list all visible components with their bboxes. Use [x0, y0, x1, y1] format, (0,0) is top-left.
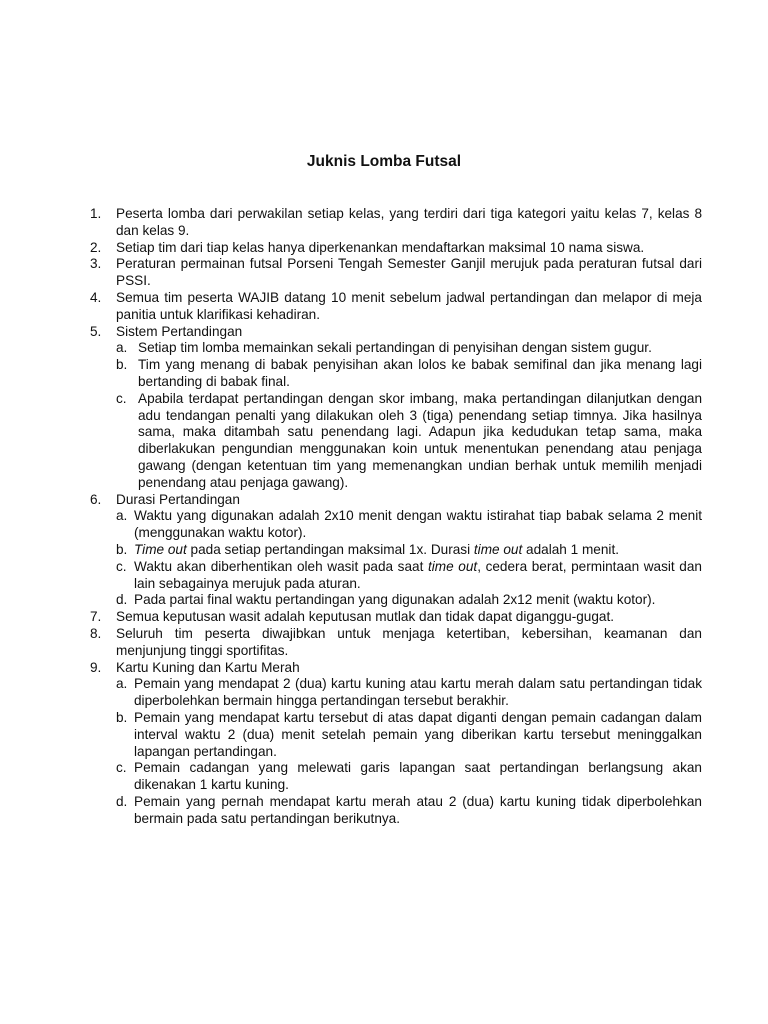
italic-term: Time out [134, 541, 187, 557]
sub-item [116, 676, 702, 710]
sub-letter: a. [116, 676, 128, 692]
text-segment: adalah 1 menit. [522, 541, 619, 557]
item-number: 6. [90, 491, 102, 507]
sub-item [116, 340, 702, 357]
item-text: Peraturan permainan futsal Porseni Tengah Semester Ganjil merujuk pada peraturan futsal dari PSSI. [116, 256, 702, 289]
item-text: Peserta lomba dari perwakilan setiap kelas, yang terdiri dari tiga kategori yaitu kelas 7, kelas 8 dan kelas 9. [116, 206, 702, 238]
sub-text: Pemain yang mendapat 2 (dua) kartu kuning atau kartu merah dalam satu pertandingan tidak diperbolehkan bermain hingga pertandingan tersebut berakhir. [134, 676, 702, 709]
item-number: 3. [90, 256, 102, 272]
sub-letter: c. [116, 558, 127, 574]
item-number: 5. [90, 323, 102, 339]
sub-letter: b. [116, 357, 128, 373]
sub-text [134, 559, 702, 593]
sub-letter: b. [116, 709, 128, 725]
text-segment: Waktu akan diberhentikan oleh wasit pada saat [134, 558, 428, 574]
sub-text [134, 542, 702, 559]
sub-text: Pemain yang mendapat kartu tersebut di atas dapat diganti dengan pemain cadangan dalam interval waktu 2 (dua) menit setelah pemain yang diberikan kartu tersebut meninggalkan lapangan pertandingan. [134, 709, 702, 759]
list-item [90, 256, 702, 290]
item-text: Sistem Pertandingan [116, 323, 243, 339]
sub-text: Pada partai final waktu pertandingan yang digunakan adalah 2x12 menit (waktu kotor). [134, 592, 656, 608]
sub-item [116, 542, 702, 559]
text-segment: pada setiap pertandingan maksimal 1x. Durasi [186, 541, 474, 557]
sub-item [116, 710, 702, 760]
sub-text: Apabila terdapat pertandingan dengan skor imbang, maka pertandingan dilanjutkan dengan adu tendangan penalti yang dilakukan oleh 3 (tiga) penendang setiap timnya. Jika hasilnya sama, maka ditambah satu penendang lagi. Adapun jika kedudukan tetap sama, maka diberlakukan pengundian menggunakan koin untuk menentukan penendang atau penjaga gawang (dengan ketentuan tim yang memenangkan undian berhak untuk memilih menjadi penendang atau penjaga gawang). [138, 390, 702, 490]
sub-text: Waktu yang digunakan adalah 2x10 menit dengan waktu istirahat tiap babak selama 2 menit (menggunakan waktu kotor). [134, 508, 702, 541]
sub-text: Pemain cadangan yang melewati garis lapangan saat pertandingan berlangsung akan dikenakan 1 kartu kuning. [134, 760, 702, 793]
sub-letter: a. [116, 340, 128, 356]
sub-item [116, 760, 702, 794]
item-number: 2. [90, 239, 102, 255]
item-text: Semua keputusan wasit adalah keputusan mutlak dan tidak dapat diganggu-gugat. [116, 609, 615, 625]
item-text: Setiap tim dari tiap kelas hanya diperkenankan mendaftarkan maksimal 10 nama siswa. [116, 239, 645, 255]
sub-item [116, 559, 702, 593]
sub-text: Tim yang menang di babak penyisihan akan lolos ke babak semifinal dan jika menang lagi bertanding di babak final. [138, 357, 702, 389]
sub-item [116, 592, 702, 609]
sub-letter: a. [116, 508, 128, 524]
item-text: Seluruh tim peserta diwajibkan untuk menjaga ketertiban, kebersihan, keamanan dan menjunjung tinggi sportifitas. [116, 625, 702, 658]
list-item [90, 626, 702, 660]
sub-item [116, 391, 702, 492]
item-text: Durasi Pertandingan [116, 491, 240, 507]
item-number: 4. [90, 289, 102, 305]
list-item [90, 660, 702, 677]
item-text: Kartu Kuning dan Kartu Merah [116, 659, 300, 675]
list-item [90, 324, 702, 341]
list-item [90, 240, 702, 257]
list-item [90, 609, 702, 626]
list-item [90, 492, 702, 509]
sub-item [116, 357, 702, 391]
item-number: 9. [90, 659, 102, 675]
sub-letter: d. [116, 793, 128, 809]
sub-item [116, 794, 702, 828]
italic-term: time out [473, 541, 523, 557]
item-text: Semua tim peserta WAJIB datang 10 menit sebelum jadwal pertandingan dan melapor di meja panitia untuk klarifikasi kehadiran. [116, 289, 702, 322]
rules-list [90, 206, 702, 827]
sub-letter: b. [116, 541, 128, 557]
item-number: 1. [90, 206, 102, 221]
document-title: Juknis Lomba Futsal [306, 153, 462, 170]
list-item [90, 290, 702, 324]
sub-letter: c. [116, 760, 127, 776]
sub-letter: c. [116, 390, 127, 406]
item-number: 7. [90, 609, 102, 625]
item-number: 8. [90, 625, 102, 641]
sub-text: Pemain yang pernah mendapat kartu merah atau 2 (dua) kartu kuning tidak diperbolehkan bermain pada satu pertandingan berikutnya. [134, 793, 702, 826]
list-item [90, 206, 702, 240]
sub-text: Setiap tim lomba memainkan sekali pertandingan di penyisihan dengan sistem gugur. [138, 340, 652, 356]
italic-term: time out [428, 558, 478, 574]
sub-item [116, 508, 702, 542]
text-segment: , cedera berat, permintaan wasit dan lain sebagainya merujuk pada aturan. [134, 558, 702, 591]
sub-letter: d. [116, 592, 128, 608]
